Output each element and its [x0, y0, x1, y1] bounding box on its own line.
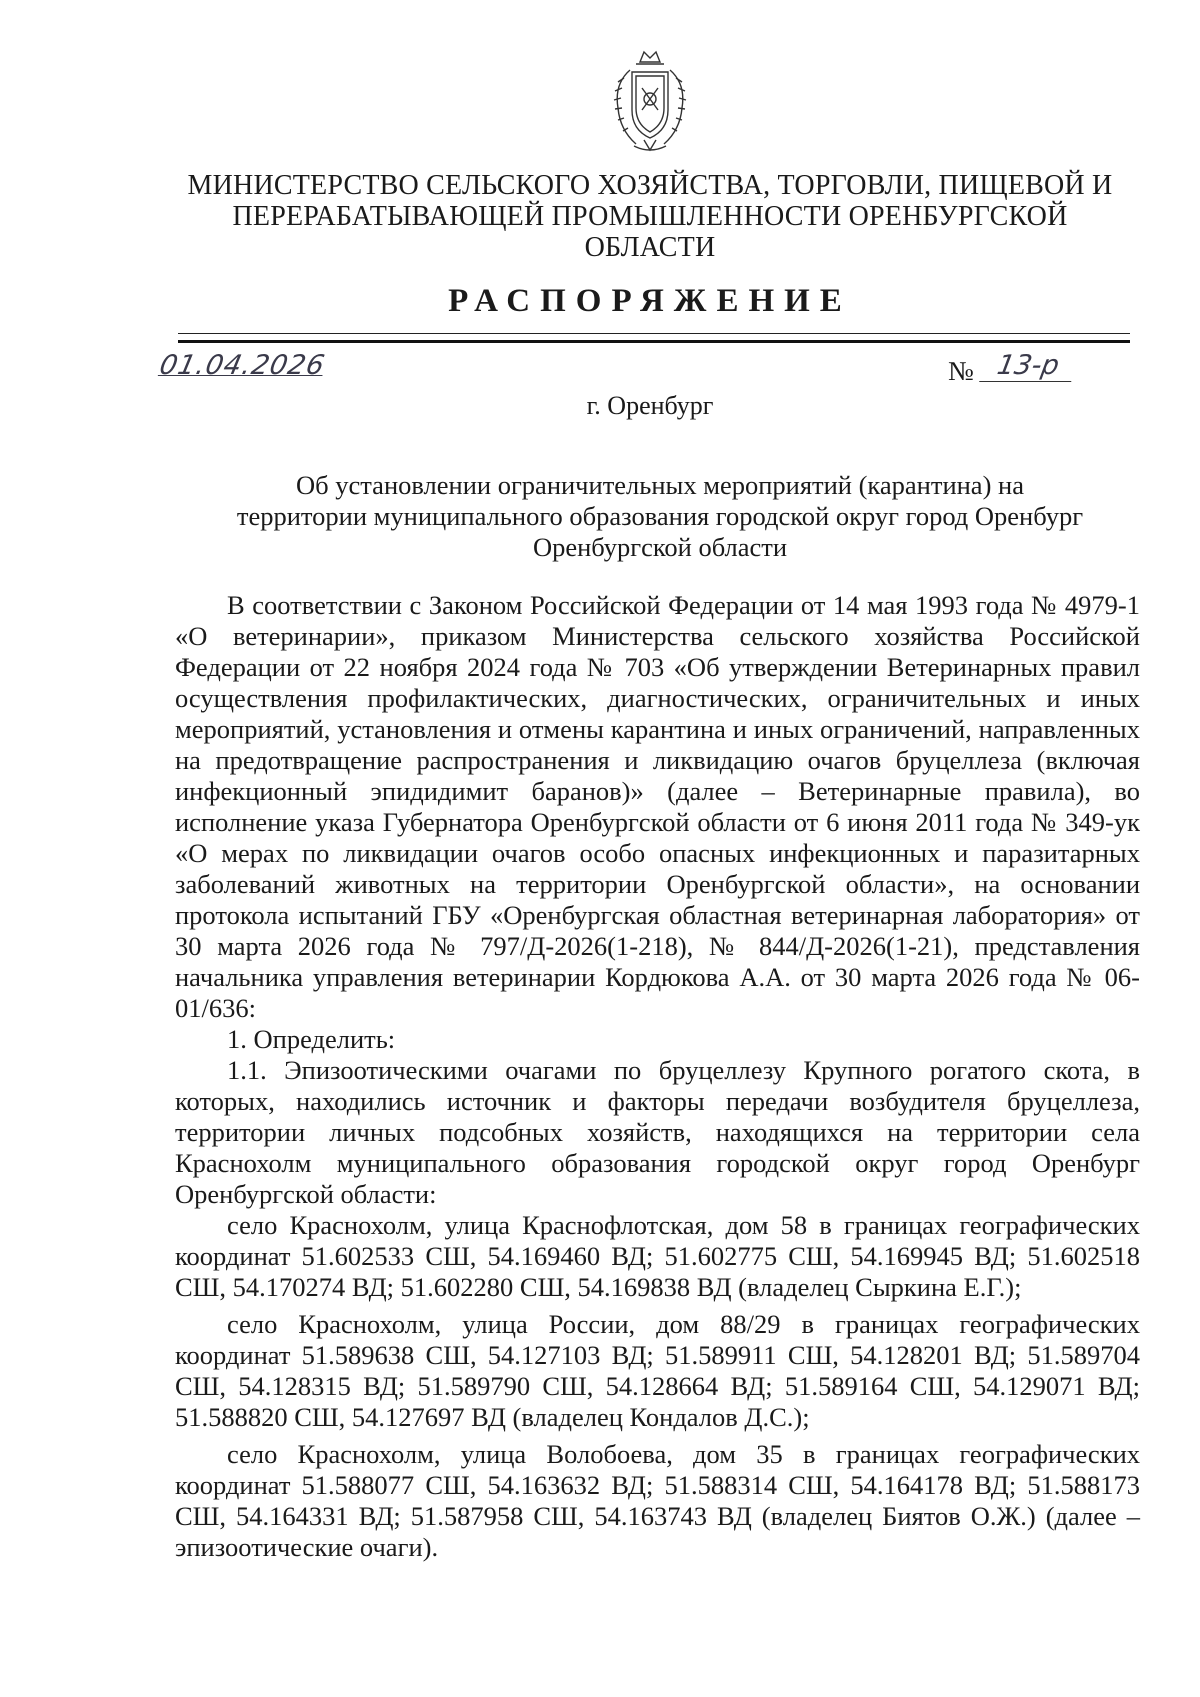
item-1-1: 1.1. Эпизоотическими очагами по бруцеллезу Крупного рогатого скота, в которых, находились источник и факторы передачи возбудителя бруцеллеза, территории личных подсобных хозяйств, находящихся на территории села Краснохолм муниципального образования городской округ город Оренбург Оренбургской области: [175, 1055, 1140, 1209]
header-rule-thick [178, 340, 1130, 343]
city-line: г. Оренбург [586, 391, 714, 420]
preamble-paragraph: В соответствии с Законом Российской Федерации от 14 мая 1993 года № 4979-1 «О ветеринарии», приказом Министерства сельского хозяйства Российской Федерации от 22 ноября 2024 года № 703 «Об утверждении Ветеринарных правил осуществления профилактических, диагностических, ограничительных и иных мероприятий, установления и отмены карантина и иных ограничений, направленных на предотвращение распространения и ликвидацию очагов бруцеллеза (включая инфекционный эпидидимит баранов)» (далее – Ветеринарные правила), во исполнение указа Губернатора Оренбургской области от 6 июня 2011 года № 349-ук «О мерах по ликвидации очагов особо опасных инфекционных и паразитарных заболеваний животных на территории Оренбургской области», на основании протокола испытаний ГБУ «Оренбургская областная ветеринарная лаборатория» от 30 марта 2026 года № 797/Д-2026(1-218), № 844/Д-2026(1-21), представления начальника управления ветеринарии Кордюкова А.А. от 30 марта 2026 года № 06-01/636: [175, 590, 1140, 1023]
subject-line: Оренбургской области [532, 532, 788, 562]
document-subject [175, 470, 1145, 563]
ministry-name [160, 170, 1140, 263]
ministry-line: ОБЛАСТИ [584, 232, 716, 263]
location-paragraph: село Краснохолм, улица Краснофлотская, дом 58 в границах географических координат 51.602533 СШ, 54.169460 ВД; 51.602775 СШ, 54.169945 ВД; 51.602518 СШ, 54.170274 ВД; 51.602280 СШ, 54.169838 ВД (владелец Сыркина Е.Г.); [175, 1210, 1140, 1302]
header-rule-thin [178, 333, 1130, 334]
number-label: № [948, 356, 974, 386]
ministry-line: ПЕРЕРАБАТЫВАЮЩЕЙ ПРОМЫШЛЕННОСТИ ОРЕНБУРГСКОЙ [232, 201, 1068, 232]
document-body [175, 590, 1140, 1563]
item-1: 1. Определить: [227, 1024, 396, 1054]
location-paragraph: село Краснохолм, улица Волобоева, дом 35 в границах географических координат 51.588077 СШ, 54.163632 ВД; 51.588314 СШ, 54.164178 ВД; 51.588173 СШ, 54.164331 ВД; 51.587958 СШ, 54.163743 ВД (владелец Биятов О.Ж.) (далее – эпизоотические очаги). [175, 1439, 1140, 1562]
document-type-title: РАСПОРЯЖЕНИЕ [448, 283, 852, 319]
coat-of-arms-icon [606, 48, 694, 156]
ministry-line: МИНИСТЕРСТВО СЕЛЬСКОГО ХОЗЯЙСТВА, ТОРГОВЛИ, ПИЩЕВОЙ И [187, 170, 1113, 201]
location-paragraph: село Краснохолм, улица России, дом 88/29 в границах географических координат 51.589638 СШ, 54.127103 ВД; 51.589911 СШ, 54.128201 ВД; 51.589704 СШ, 54.128315 ВД; 51.589790 СШ, 54.128664 ВД; 51.589164 СШ, 54.129071 ВД; 51.588820 СШ, 54.127697 ВД (владелец Кондалов Д.С.); [175, 1309, 1140, 1432]
document-number: 13-р [979, 350, 1077, 382]
subject-line: территории муниципального образования городской округ город Оренбург [236, 501, 1084, 531]
subject-line: Об установлении ограничительных мероприятий (карантина) на [296, 470, 1024, 500]
document-date: 01.04.2026 [156, 350, 328, 381]
